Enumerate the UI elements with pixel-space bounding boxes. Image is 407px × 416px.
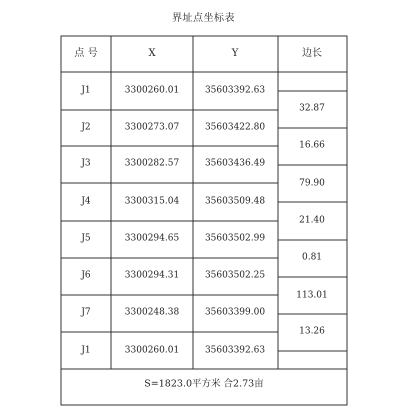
- row-y: 35603502.25: [204, 270, 266, 281]
- edge-length: 13.26: [299, 326, 325, 337]
- header-x: X: [148, 48, 156, 59]
- row-y: 35603422.80: [204, 122, 266, 133]
- row-point: J3: [81, 158, 91, 169]
- area-summary: S=1823.0平方米 合2.73亩: [144, 378, 264, 390]
- row-y: 35603509.48: [204, 196, 266, 207]
- edge-length: 21.40: [299, 215, 325, 226]
- row-point: J5: [81, 233, 91, 244]
- edge-length: 32.87: [299, 103, 325, 114]
- row-y: 35603392.63: [204, 85, 266, 96]
- row-point: J7: [81, 307, 91, 318]
- row-x: 3300248.38: [124, 307, 180, 318]
- row-x: 3300315.04: [124, 196, 180, 207]
- row-x: 3300260.01: [124, 345, 180, 356]
- edge-length: 0.81: [301, 252, 323, 263]
- row-y: 35603436.49: [204, 158, 266, 169]
- edge-length: 79.90: [299, 178, 325, 189]
- row-y: 35603502.99: [204, 233, 266, 244]
- row-point: J1: [81, 345, 91, 356]
- row-x: 3300282.57: [124, 158, 180, 169]
- header-edge-length: 边长: [302, 48, 322, 59]
- edge-length: 16.66: [299, 140, 325, 151]
- row-point: J2: [81, 122, 91, 133]
- row-point: J6: [81, 270, 91, 281]
- row-x: 3300294.65: [124, 233, 180, 244]
- header-y: Y: [231, 48, 239, 59]
- table-title: 界址点坐标表: [172, 13, 235, 24]
- row-x: 3300294.31: [124, 270, 180, 281]
- row-point: J4: [81, 196, 91, 207]
- row-x: 3300260.01: [124, 85, 180, 96]
- row-y: 35603399.00: [204, 307, 266, 318]
- header-point: 点 号: [74, 48, 98, 59]
- row-point: J1: [81, 85, 91, 96]
- row-y: 35603392.63: [204, 345, 266, 356]
- row-x: 3300273.07: [124, 122, 180, 133]
- edge-length: 113.01: [296, 290, 328, 301]
